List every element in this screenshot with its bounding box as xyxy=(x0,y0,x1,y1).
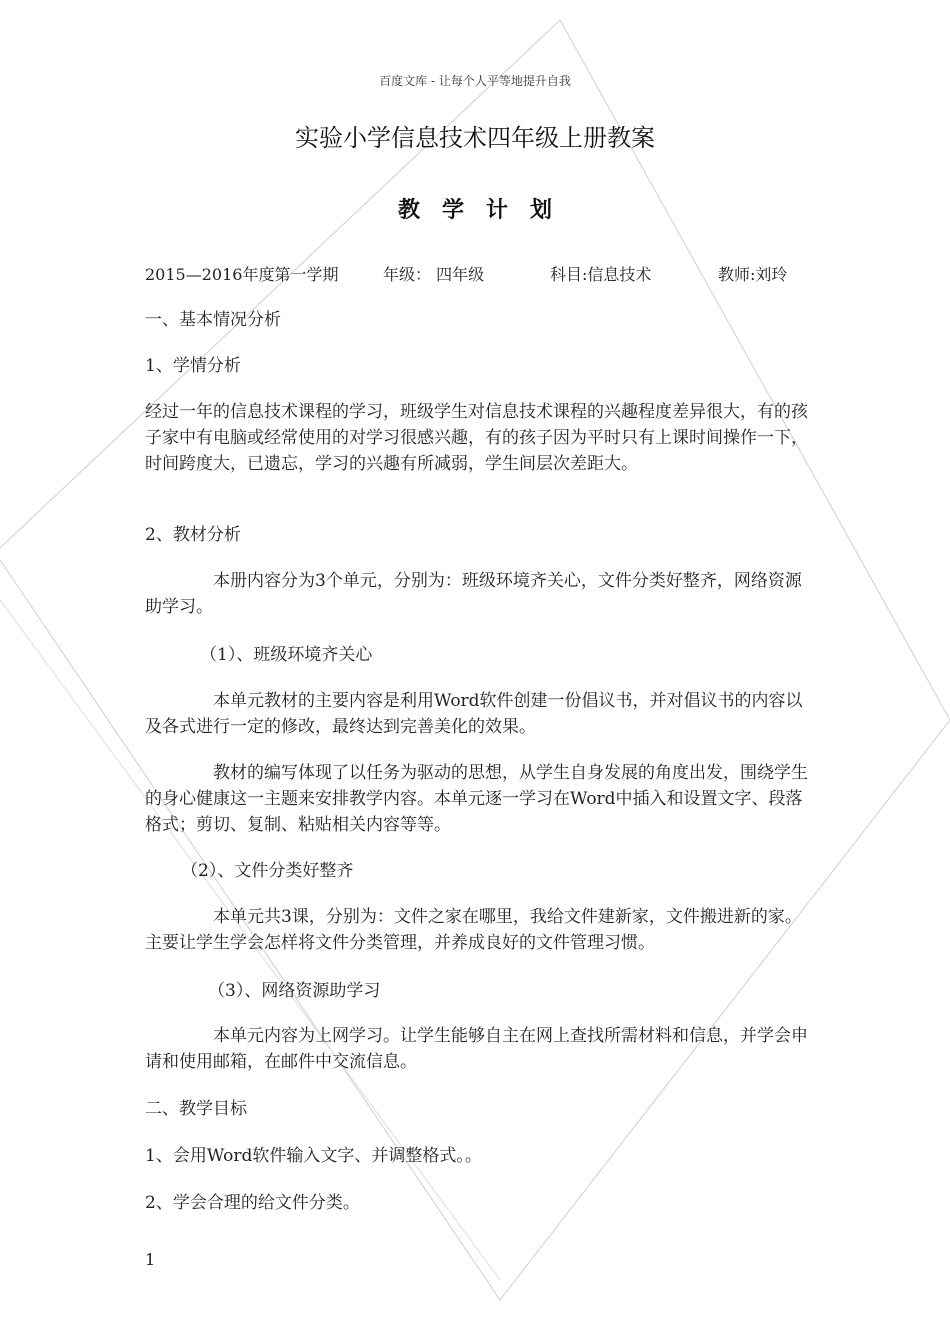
meta-subject: 科目:信息技术 xyxy=(550,265,652,284)
section-1-2-text: 本册内容分为3个单元，分别为：班级环境齐关心，文件分类好整齐，网络资源助学习。 xyxy=(145,571,802,617)
section-1-2-heading: 2、教材分析 xyxy=(145,525,241,545)
unit-2-heading: （2）、文件分类好整齐 xyxy=(181,861,354,881)
goal-2: 2、学会合理的给文件分类。 xyxy=(145,1193,360,1213)
section-1-1-text: 经过一年的信息技术课程的学习，班级学生对信息技术课程的兴趣程度差异很大，有的孩子家中有电脑或经常使用的对学习很感兴趣，有的孩子因为平时只有上课时间操作一下，时间跨度大，已遗忘，学习的兴趣有所减弱，学生间层次差距大。 xyxy=(145,402,808,474)
unit-1-text-2: 教材的编写体现了以任务为驱动的思想，从学生自身发展的角度出发，围绕学生的身心健康这一主题来安排教学内容。本单元逐一学习在Word中插入和设置文字、段落格式；剪切、复制、粘贴相关内容等等。 xyxy=(145,763,808,835)
section-1-heading: 一、基本情况分析 xyxy=(145,310,281,330)
document-title: 实验小学信息技术四年级上册教案 xyxy=(295,124,655,152)
unit-1-heading: （1）、班级环境齐关心 xyxy=(200,645,373,665)
section-2-heading: 二、教学目标 xyxy=(145,1099,247,1119)
goal-1: 1、会用Word软件输入文字、并调整格式。。 xyxy=(145,1146,482,1166)
unit-2-text: 本单元共3课，分别为：文件之家在哪里，我给文件建新家，文件搬进新的家。主要让学生学会怎样将文件分类管理，并养成良好的文件管理习惯。 xyxy=(145,907,802,953)
page-number: 1 xyxy=(145,1250,156,1269)
meta-teacher: 教师:刘玲 xyxy=(718,265,788,284)
unit-3-heading: （3）、网络资源助学习 xyxy=(208,981,381,1001)
unit-1-text-1: 本单元教材的主要内容是利用Word软件创建一份倡议书，并对倡议书的内容以及各式进行一定的修改，最终达到完善美化的效果。 xyxy=(145,691,803,737)
unit-3-text: 本单元内容为上网学习。让学生能够自主在网上查找所需材料和信息，并学会申请和使用邮箱，在邮件中交流信息。 xyxy=(145,1026,808,1072)
meta-term: 2015—2016年度第一学期 xyxy=(145,265,339,284)
meta-grade: 年级： 四年级 xyxy=(383,265,485,284)
header-note: 百度文库 - 让每个人平等地提升自我 xyxy=(379,74,571,88)
document-subtitle: 教学计划 xyxy=(397,197,574,223)
section-1-1-heading: 1、学情分析 xyxy=(145,356,241,376)
